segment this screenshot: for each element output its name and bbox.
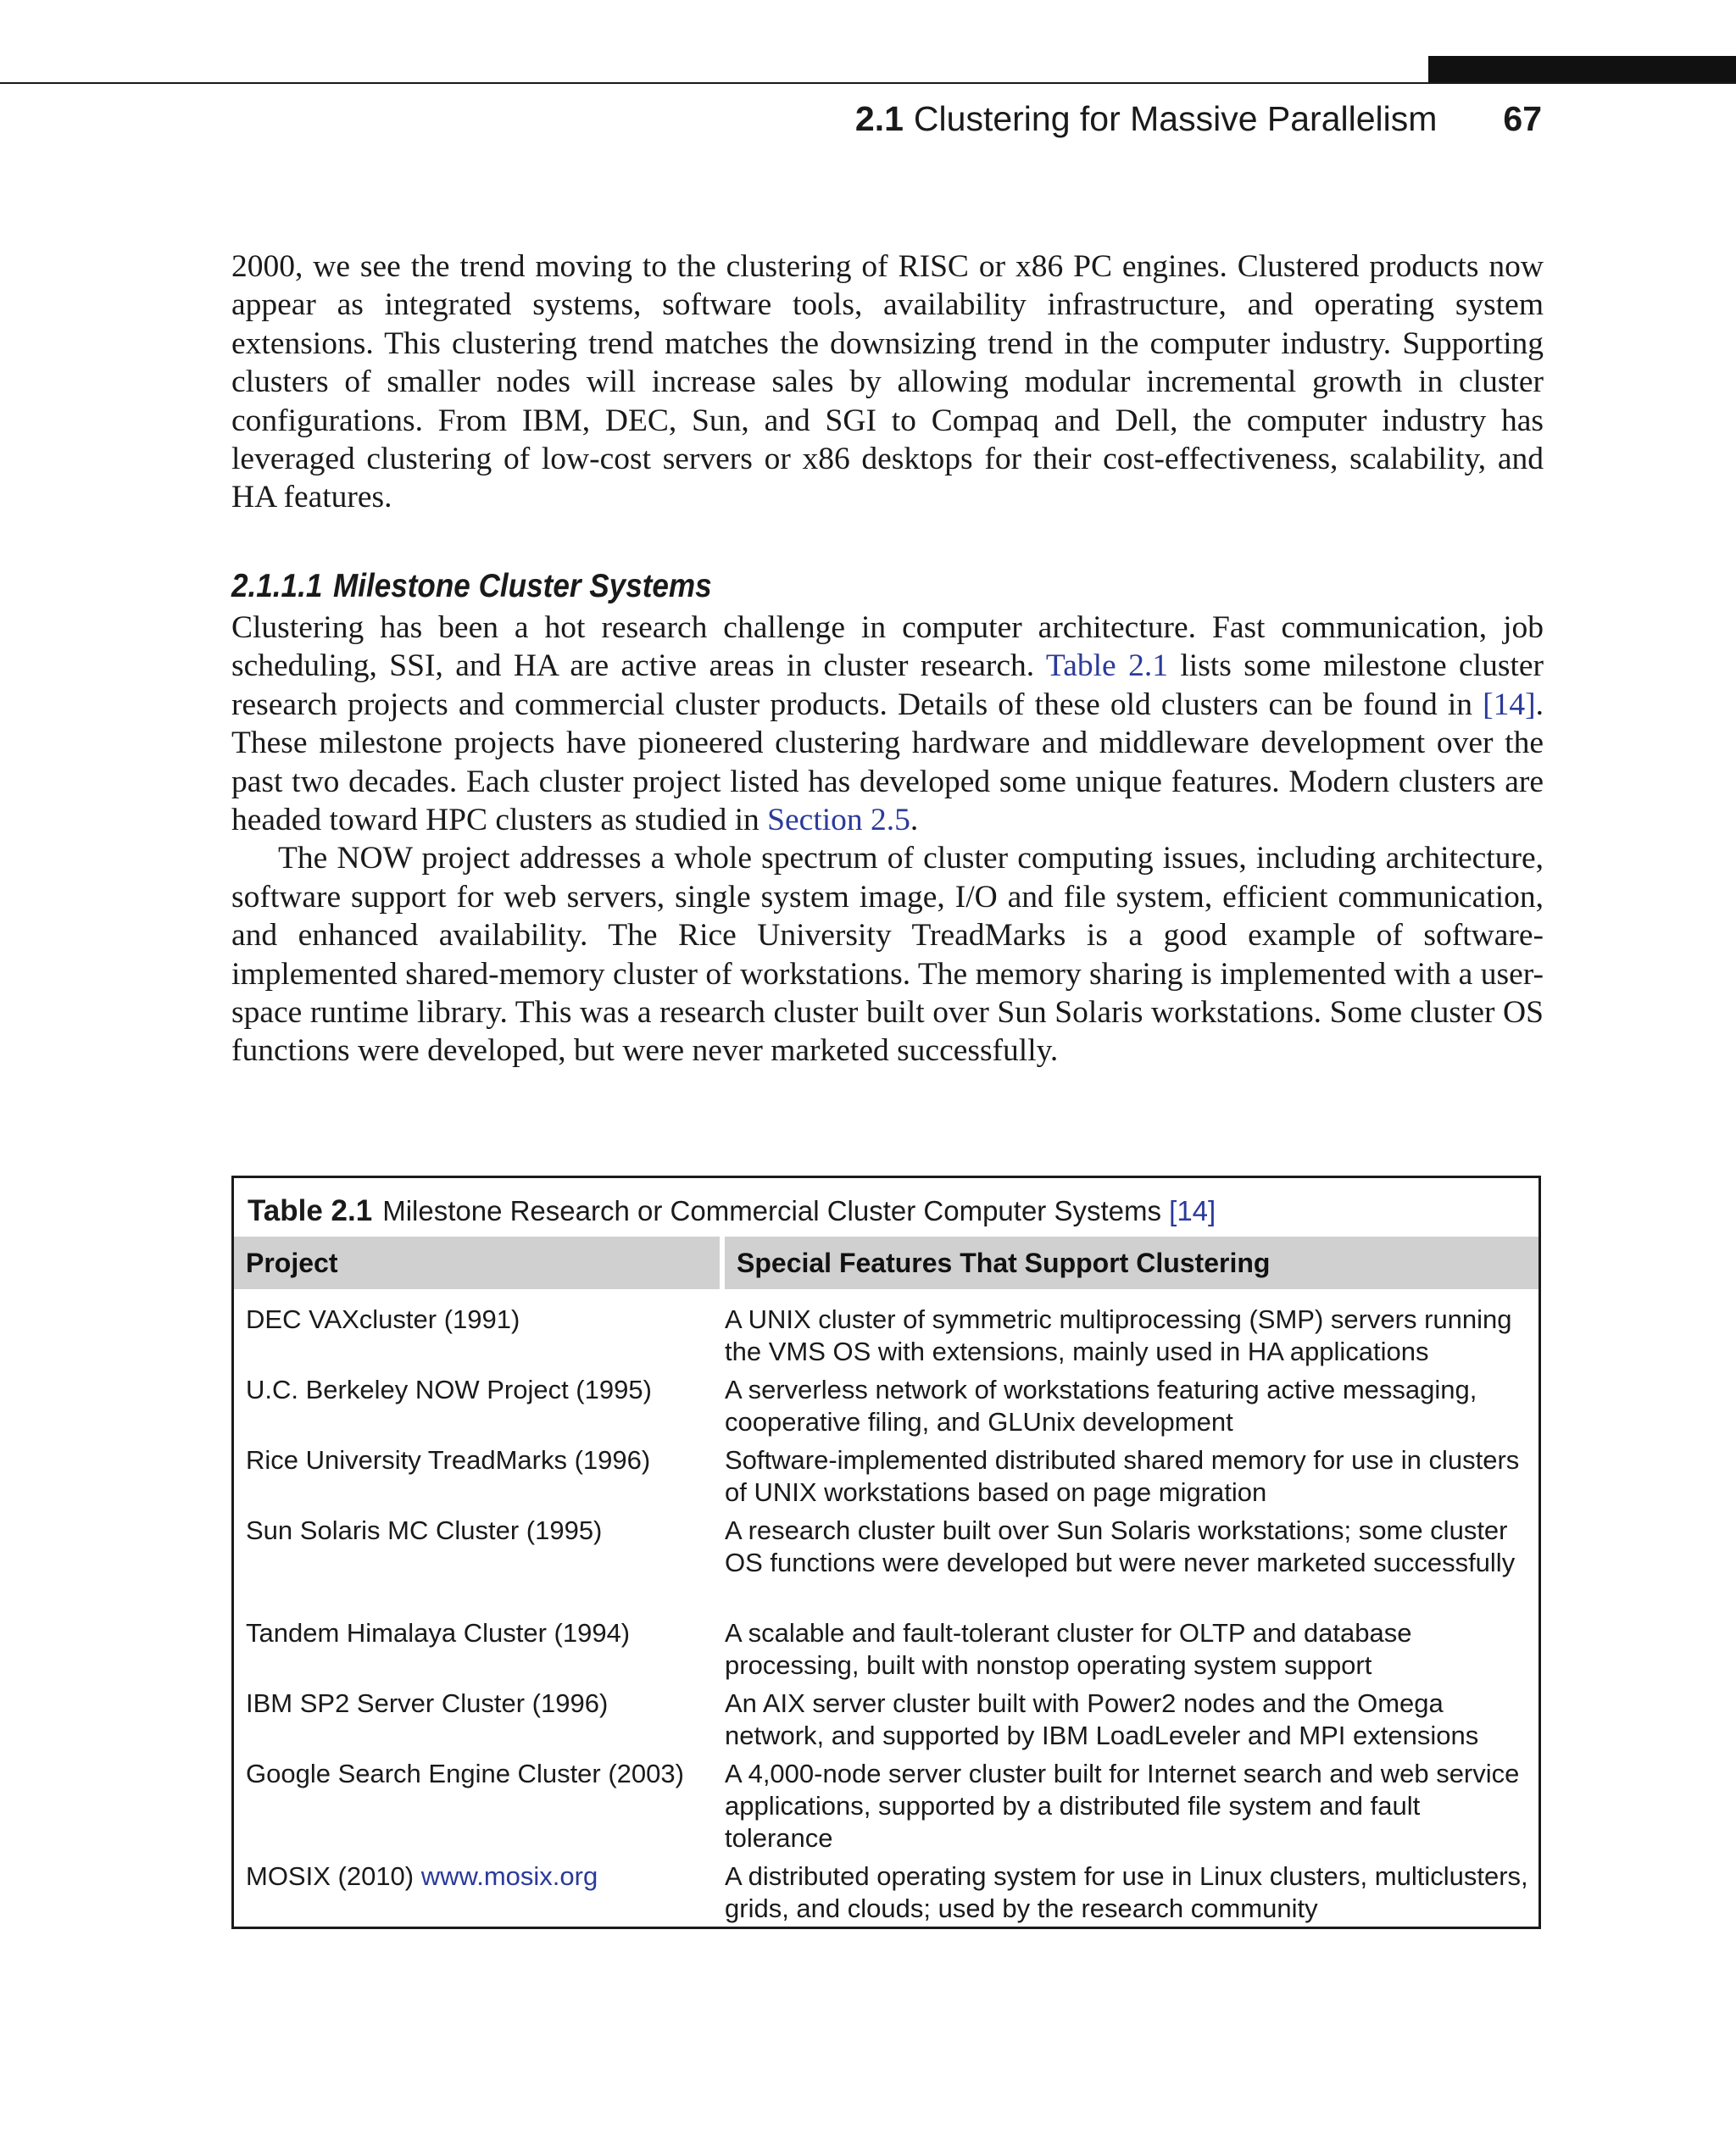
project-cell: Google Search Engine Cluster (2003): [246, 1759, 684, 1788]
table-row: [234, 1758, 1538, 1860]
table-row: [234, 1515, 1538, 1617]
features-cell: A distributed operating system for use in Linux clusters, multiclusters, grids, and clouds; used by the research community: [725, 1861, 1528, 1923]
project-cell: Rice University TreadMarks (1996): [246, 1445, 651, 1475]
table-row: [234, 1688, 1538, 1758]
project-cell: U.C. Berkeley NOW Project (1995): [246, 1375, 652, 1404]
section-title: Clustering for Massive Parallelism: [913, 99, 1438, 138]
paragraph-text: . These milestone projects have pioneered clustering hardware and middleware development over the past two decades. Each cluster project listed has developed some unique features. Modern clusters are headed toward HPC clusters as studied in: [231, 687, 1544, 838]
table-header-row: [234, 1237, 1538, 1289]
table-caption-ref[interactable]: [14]: [1169, 1195, 1216, 1226]
project-cell: IBM SP2 Server Cluster (1996): [246, 1688, 609, 1718]
intro-text: [231, 247, 1544, 517]
project-cell: Sun Solaris MC Cluster (1995): [246, 1515, 603, 1545]
table-row: [234, 1304, 1538, 1374]
paragraph-text: Clustering has been a hot research challenge in computer architecture. Fast communication, job scheduling, SSI, and HA are active areas in cluster research.: [231, 610, 1544, 684]
project-cell: Tandem Himalaya Cluster (1994): [246, 1618, 631, 1648]
header-rule: [0, 82, 1736, 84]
header-black-block: [1428, 56, 1736, 84]
header-features: Special Features That Support Clustering: [725, 1237, 1538, 1289]
table-caption-label: Table 2.1: [248, 1194, 373, 1227]
table-caption-text: Milestone Research or Commercial Cluster Computer Systems: [382, 1195, 1161, 1226]
subsection-heading: [231, 563, 712, 610]
paragraph-text: .: [910, 803, 919, 838]
features-cell: A serverless network of workstations featuring active messaging, cooperative filing, and GLUnix development: [725, 1375, 1477, 1437]
reference-link[interactable]: [14]: [1483, 687, 1536, 722]
table-body: [234, 1304, 1538, 1931]
paragraph-text: lists some milestone cluster research projects and commercial cluster products. Details of these old clusters can be found in: [231, 648, 1544, 722]
section-link[interactable]: Section 2.5: [767, 803, 910, 838]
subsection-number: 2.1.1.1: [231, 568, 323, 604]
table-row: [234, 1617, 1538, 1688]
features-cell: Software-implemented distributed shared memory for use in clusters of UNIX workstations based on page migration: [725, 1445, 1520, 1507]
paragraph-now-project: The NOW project addresses a whole spectrum of cluster computing issues, including architecture, software support for web servers, single system image, I/O and file system, efficient communication, and enhanced availability. The Rice University TreadMarks is a good example of software-implemented shared-memory cluster of workstations. The memory sharing is implemented with a user-space runtime library. This was a research cluster built over Sun Solaris workstations. Some cluster OS functions were developed, but were never marketed successfully.: [231, 841, 1544, 1069]
header-project: Project: [234, 1237, 720, 1289]
table-row: [234, 1374, 1538, 1444]
page-number: 67: [1503, 99, 1542, 138]
project-cell: DEC VAXcluster (1991): [246, 1304, 520, 1334]
project-cell: [234, 1860, 725, 1931]
features-cell: A research cluster built over Sun Solaris workstations; some cluster OS functions were developed but were never marketed successfully: [725, 1515, 1516, 1577]
table-link[interactable]: Table 2.1: [1045, 648, 1168, 684]
features-cell: An AIX server cluster built with Power2 nodes and the Omega network, and supported by IBM LoadLeveler and MPI extensions: [725, 1688, 1479, 1750]
milestone-table: [231, 1176, 1541, 1929]
features-cell: A UNIX cluster of symmetric multiprocessing (SMP) servers running the VMS OS with extensions, mainly used in HA applications: [725, 1304, 1512, 1366]
table-row: [234, 1860, 1538, 1931]
table-row: [234, 1444, 1538, 1515]
paragraph-milestones: [231, 609, 1544, 839]
subsection-title: Milestone Cluster Systems: [332, 568, 712, 604]
running-head: [855, 95, 1542, 142]
features-cell: A scalable and fault-tolerant cluster for OLTP and database processing, built with nonstop operating system support: [725, 1618, 1412, 1680]
body-text-section: [231, 609, 1544, 1070]
project-name: MOSIX (2010): [246, 1861, 415, 1891]
mosix-link[interactable]: www.mosix.org: [420, 1861, 598, 1891]
table-caption: [248, 1190, 1216, 1232]
section-number: 2.1: [854, 99, 904, 138]
features-cell: A 4,000-node server cluster built for Internet search and web service applications, supported by a distributed file system and fault tolerance: [725, 1759, 1520, 1853]
intro-paragraph: 2000, we see the trend moving to the clustering of RISC or x86 PC engines. Clustered products now appear as integrated systems, software tools, availability infrastructure, and operating system extensions. This clustering trend matches the downsizing trend in the computer industry. Supporting clusters of smaller nodes will increase sales by allowing modular incremental growth in cluster configurations. From IBM, DEC, Sun, and SGI to Compaq and Dell, the computer industry has leveraged clustering of low-cost servers or x86 desktops for their cost-effectiveness, scalability, and HA features.: [231, 249, 1544, 515]
